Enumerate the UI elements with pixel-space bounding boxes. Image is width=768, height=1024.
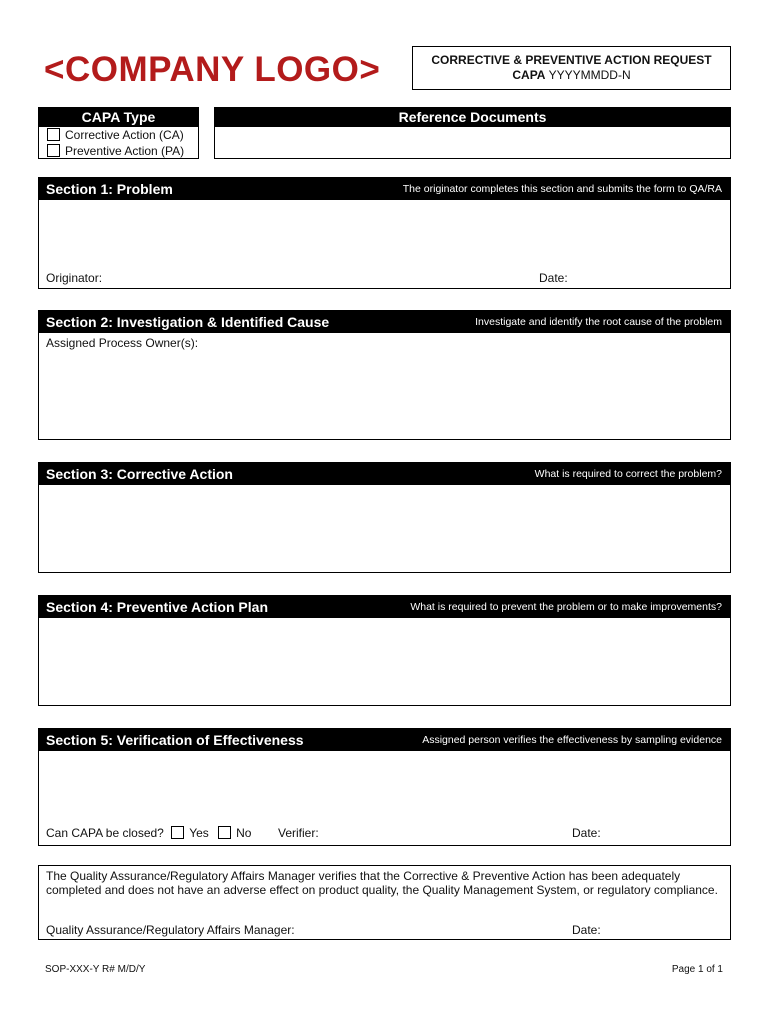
section-investigation[interactable]: [38, 310, 731, 440]
originator-label: Originator:: [46, 271, 103, 285]
page-number: Page 1 of 1: [671, 964, 723, 975]
section-note: What is required to correct the problem?: [534, 468, 722, 480]
section-note: The originator completes this section and submits the form to QA/RA: [402, 183, 722, 195]
section-note: What is required to prevent the problem or to make improvements?: [410, 601, 722, 613]
qa-statement-line2: completed and does not have an adverse effect on product quality, the Quality Management System, or regulatory compliance.: [46, 883, 718, 897]
qa-signoff-box[interactable]: [38, 865, 731, 940]
section-note: Investigate and identify the root cause of the problem: [475, 316, 722, 328]
qa-manager-label: Quality Assurance/Regulatory Affairs Manager:: [46, 923, 295, 937]
section-title: Section 3: Corrective Action: [46, 466, 233, 482]
section-note: Assigned person verifies the effectiveness by sampling evidence: [422, 734, 722, 746]
section-header: [39, 311, 730, 333]
capa-closed-question: Can CAPA be closed?: [46, 826, 164, 840]
section-preventive-action[interactable]: [38, 595, 731, 706]
capa-number[interactable]: YYYYMMDD-N: [548, 68, 631, 82]
date-label: Date:: [572, 923, 601, 937]
capa-option-preventive[interactable]: [39, 143, 198, 159]
reference-documents-box[interactable]: [214, 107, 731, 159]
capa-option-corrective[interactable]: [39, 127, 198, 143]
corrective-checkbox[interactable]: [47, 128, 60, 141]
capa-type-box: [38, 107, 199, 159]
yes-checkbox[interactable]: [171, 826, 184, 839]
form-title-box: [412, 46, 731, 90]
preventive-label: Preventive Action (PA): [65, 144, 185, 158]
section-verification[interactable]: [38, 728, 731, 846]
document-id: SOP-XXX-Y R# M/D/Y: [45, 964, 146, 975]
date-label: Date:: [572, 826, 601, 840]
capa-type-title: CAPA Type: [39, 108, 198, 127]
section-title: Section 2: Investigation & Identified Cause: [46, 314, 330, 330]
section-corrective-action[interactable]: [38, 462, 731, 573]
reference-documents-title: Reference Documents: [215, 108, 730, 127]
form-title: CORRECTIVE & PREVENTIVE ACTION REQUEST: [431, 53, 712, 67]
capa-number-line: [413, 68, 730, 82]
process-owner-label: Assigned Process Owner(s):: [46, 336, 199, 350]
corrective-label: Corrective Action (CA): [65, 128, 184, 142]
section-title: Section 1: Problem: [46, 181, 173, 197]
yes-label: Yes: [189, 826, 209, 840]
section-header: [39, 463, 730, 485]
section-title: Section 5: Verification of Effectiveness: [46, 732, 304, 748]
company-logo: <COMPANY LOGO>: [44, 50, 381, 89]
section-header: [39, 178, 730, 200]
no-label: No: [236, 826, 252, 840]
capa-closed-row: [46, 826, 251, 840]
verifier-label: Verifier:: [278, 826, 319, 840]
preventive-checkbox[interactable]: [47, 144, 60, 157]
no-checkbox[interactable]: [218, 826, 231, 839]
section-problem[interactable]: [38, 177, 731, 289]
date-label: Date:: [539, 271, 568, 285]
section-header: [39, 596, 730, 618]
section-header: [39, 729, 730, 751]
section-title: Section 4: Preventive Action Plan: [46, 599, 268, 615]
qa-statement-line1: The Quality Assurance/Regulatory Affairs Manager verifies that the Corrective & Preventive Action has been adequately: [46, 869, 681, 883]
capa-label: CAPA: [512, 68, 546, 82]
